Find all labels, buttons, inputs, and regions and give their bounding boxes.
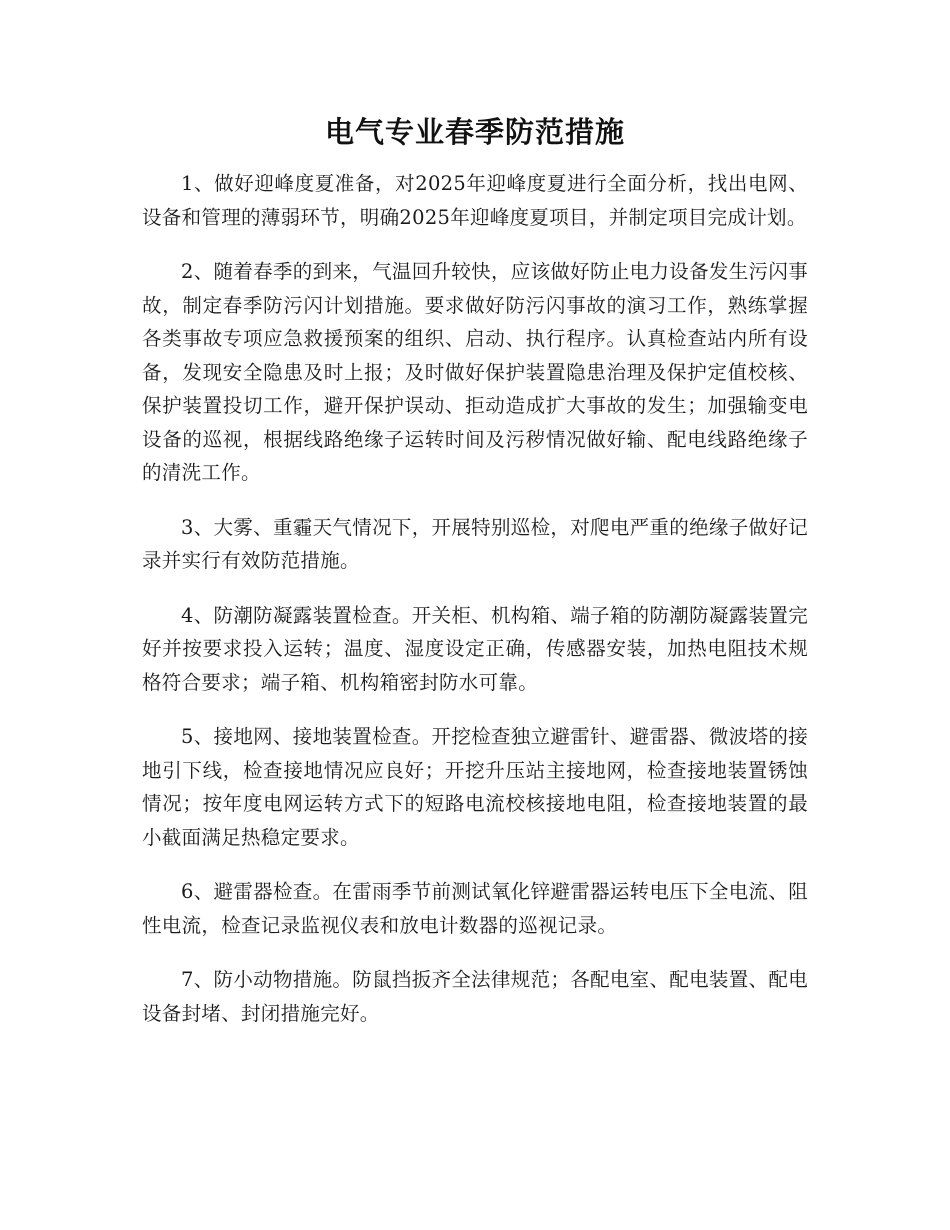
paragraph-2: 2、随着春季的到来，气温回升较快，应该做好防止电力设备发生污闪事故，制定春季防污闪计划措施。要求做好防污闪事故的演习工作，熟练掌握各类事故专项应急救援预案的组织、启动、执行程序。认真检查站内所有设备，发现安全隐患及时上报；及时做好保护装置隐患治理及保护定值校核、保护装置投切工作，避开保护误动、拒动造成扩大事故的发生；加强输变电设备的巡视，根据线路绝缘子运转时间及污秽情况做好输、配电线路绝缘子的清洗工作。: [142, 260, 808, 484]
paragraph-1: 1、做好迎峰度夏准备，对2025年迎峰度夏进行全面分析，找出电网、设备和管理的薄弱环节，明确2025年迎峰度夏项目，并制定项目完成计划。: [142, 172, 808, 229]
paragraph-7: 7、防小动物措施。防鼠挡扳齐全法律规范；各配电室、配电装置、配电设备封堵、封闭措施完好。: [142, 968, 808, 1025]
paragraph-6: 6、避雷器检查。在雷雨季节前测试氧化锌避雷器运转电压下全电流、阻性电流，检查记录监视仪表和放电计数器的巡视记录。: [142, 880, 808, 937]
paragraph-5: 5、接地网、接地装置检查。开挖检查独立避雷针、避雷器、微波塔的接地引下线，检查接地情况应良好；开挖升压站主接地网，检查接地装置锈蚀情况；按年度电网运转方式下的短路电流校核接地电阻，检查接地装置的最小截面满足热稳定要求。: [142, 725, 808, 849]
document-title: 电气专业春季防范措施: [324, 115, 625, 149]
document-body: [142, 167, 808, 1051]
paragraph-4: 4、防潮防凝露装置检查。开关柜、机构箱、端子箱的防潮防凝露装置完好并按要求投入运转；温度、湿度设定正确，传感器安装，加热电阻技术规格符合要求；端子箱、机构箱密封防水可靠。: [142, 603, 808, 694]
paragraph-3: 3、大雾、重霾天气情况下，开展特别巡检，对爬电严重的绝缘子做好记录并实行有效防范措施。: [142, 515, 808, 572]
